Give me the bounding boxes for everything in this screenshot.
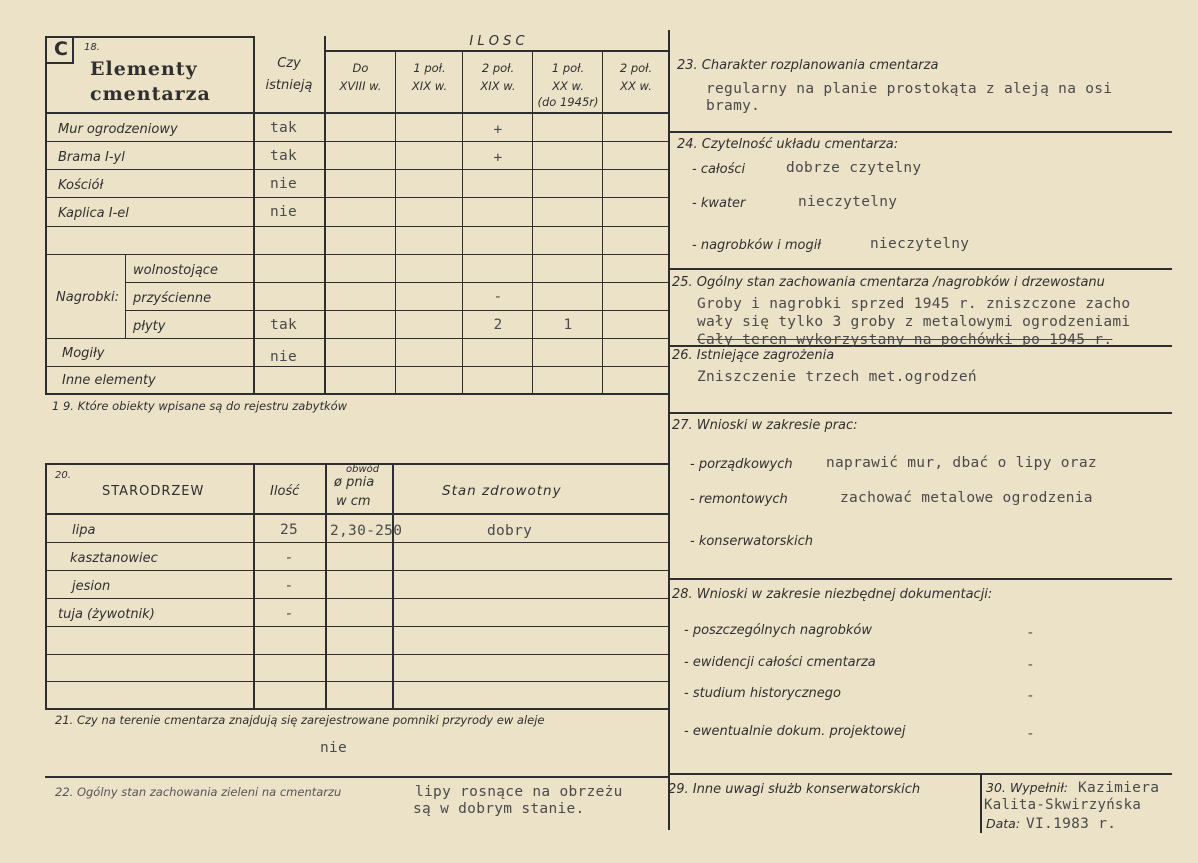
- q25-line1: Groby i nagrobki sprzed 1945 r. zniszczone zacho: [697, 296, 1131, 312]
- q27-item-value: naprawić mur, dbać o lipy oraz: [826, 455, 1097, 471]
- frame-line: [45, 681, 670, 682]
- period-header-line1: 2 poł.: [619, 61, 653, 75]
- frame-line: [45, 254, 670, 255]
- element-label: Kościół: [58, 178, 104, 193]
- period-header-line1: Do: [352, 61, 369, 75]
- frame-line: [45, 141, 670, 142]
- nagrobki-sub-mark: 2: [493, 317, 503, 333]
- element-mark: +: [493, 150, 503, 166]
- q20-col-ilosc: Ilość: [270, 484, 300, 499]
- q24-item-value: nieczytelny: [798, 194, 898, 210]
- element-czy: nie: [270, 204, 298, 220]
- q25-line3: Cały teren wykorzystany na pochówki po 1945 r.: [697, 332, 1113, 348]
- q30-label: 30. Wypełnił:: [986, 780, 1069, 795]
- frame-line: [45, 654, 670, 655]
- q27-item-label: - porządkowych: [690, 457, 793, 472]
- mogily-label: Mogiły: [62, 346, 105, 361]
- tree-stan: dobry: [487, 523, 533, 539]
- q22-label: 22. Ogólny stan zachowania zieleni na cmentarzu: [55, 785, 342, 799]
- frame-line: [45, 169, 670, 170]
- frame-line: [668, 578, 1172, 580]
- frame-line: [45, 708, 670, 710]
- q28-item-value: -: [1026, 688, 1036, 704]
- frame-line: [668, 30, 670, 830]
- q25-line2: wały się tylko 3 groby z metalowymi ogrodzeniami: [697, 314, 1131, 330]
- col-czy-line2: istnieją: [265, 78, 313, 93]
- q21-label: 21. Czy na terenie cmentarza znajdują się zarejestrowane pomniki przyrody ew aleje: [55, 713, 545, 727]
- frame-line: [324, 50, 670, 52]
- frame-line: [45, 542, 670, 543]
- q24-label: 24. Czytelność układu cmentarza:: [677, 137, 899, 152]
- q27-item-value: zachować metalowe ogrodzenia: [840, 490, 1093, 506]
- frame-line: [45, 36, 255, 38]
- q26-label: 26. Istniejące zagrożenia: [672, 348, 835, 363]
- section-title-line1: Elementy: [90, 58, 198, 80]
- section-title-line2: cmentarza: [90, 83, 211, 105]
- q24-item-value: nieczytelny: [870, 236, 970, 252]
- nagrobki-sub-label: płyty: [133, 319, 166, 334]
- element-czy: nie: [270, 176, 298, 192]
- q20-col-name: STARODRZEW: [102, 484, 205, 499]
- q28-label: 28. Wnioski w zakresie niezbędnej dokumentacji:: [672, 587, 993, 602]
- q28-item-value: -: [1026, 625, 1036, 641]
- nagrobki-sub-label: wolnostojące: [133, 263, 218, 278]
- period-header-line2: XIX w.: [411, 79, 448, 93]
- frame-line: [45, 776, 670, 778]
- q28-item-value: -: [1026, 726, 1036, 742]
- period-header-line2: XX w.: [620, 79, 652, 93]
- nagrobki-sub-mark: 1: [563, 317, 573, 333]
- frame-line: [462, 50, 463, 394]
- q24-item-value: dobrze czytelny: [786, 160, 922, 176]
- frame-line: [602, 50, 603, 394]
- period-header-line2: XVIII w.: [339, 79, 382, 93]
- q30-date-label: Data:: [986, 816, 1021, 831]
- frame-line: [45, 513, 670, 515]
- element-mark: +: [493, 122, 503, 138]
- tree-pnia: 2,30-250: [330, 523, 403, 539]
- q22-answer-line1: lipy rosnące na obrzeżu: [415, 784, 623, 800]
- q24-item-label: - całości: [692, 162, 746, 177]
- q28-item-label: - poszczególnych nagrobków: [684, 623, 872, 638]
- q26-answer: Zniszczenie trzech met.ogrodzeń: [697, 369, 977, 385]
- q19-label: 1 9. Które obiekty wpisane są do rejestru zabytków: [52, 399, 348, 413]
- frame-line: [125, 254, 126, 338]
- element-label: Mur ogrodzeniowy: [58, 122, 178, 137]
- nagrobki-label: Nagrobki:: [56, 290, 120, 305]
- frame-line: [395, 50, 396, 394]
- element-label: Brama I-yl: [58, 150, 125, 165]
- q30-name-line2: Kalita-Skwirzyńska: [984, 797, 1142, 813]
- period-header-line1: 2 poł.: [481, 61, 515, 75]
- nagrobki-sub-mark: -: [493, 289, 503, 305]
- q28-item-value: -: [1026, 657, 1036, 673]
- q21-answer: nie: [320, 740, 348, 756]
- q20-col-pnia: ø pnia: [334, 475, 375, 490]
- period-header-line3: (do 1945r): [537, 95, 599, 109]
- element-label: Kaplica I-el: [58, 206, 129, 221]
- q29-label: 29. Inne uwagi służb konserwatorskich: [668, 782, 921, 797]
- frame-line: [45, 197, 670, 198]
- frame-line: [45, 598, 670, 599]
- col-ilosc: I L O S C: [469, 34, 525, 49]
- nagrobki-sub-label: przyścienne: [133, 291, 212, 306]
- tree-name: lipa: [72, 523, 96, 538]
- q20-col-wcm: w cm: [336, 494, 371, 509]
- frame-line: [45, 36, 47, 394]
- frame-line: [668, 268, 1172, 270]
- element-czy: tak: [270, 120, 298, 136]
- section-number: 18.: [84, 42, 100, 53]
- frame-line: [668, 773, 1172, 775]
- q23-label: 23. Charakter rozplanowania cmentarza: [677, 58, 939, 73]
- q28-item-label: - studium historycznego: [684, 686, 841, 701]
- tree-name: jesion: [72, 579, 111, 594]
- tree-name: tuja (żywotnik): [58, 607, 155, 622]
- col-czy-line1: Czy: [277, 56, 301, 71]
- period-header-line2: XIX w.: [480, 79, 516, 93]
- frame-line: [392, 463, 394, 709]
- frame-line: [532, 50, 533, 394]
- period-header-line2: XX w.: [552, 79, 584, 93]
- q30-date: VI.1983 r.: [1026, 816, 1117, 832]
- period-header-line1: 1 poł.: [551, 61, 585, 75]
- q23-answer-line1: regularny na planie prostokąta z aleją na osi: [706, 81, 1113, 97]
- q20-number: 20.: [55, 470, 71, 481]
- q27-item-label: - remontowych: [690, 492, 788, 507]
- q20-col-stan: Stan zdrowotny: [442, 483, 562, 499]
- frame-line: [125, 310, 670, 311]
- q25-label: 25. Ogólny stan zachowania cmentarza /nagrobków i drzewostanu: [672, 275, 1105, 290]
- q28-item-label: - ewidencji całości cmentarza: [684, 655, 876, 670]
- q20-col-obwod: obwód: [346, 464, 380, 475]
- q27-label: 27. Wnioski w zakresie prac:: [672, 418, 858, 433]
- frame-line: [45, 226, 670, 227]
- frame-line: [668, 131, 1172, 133]
- frame-line: [45, 112, 670, 114]
- frame-line: [45, 570, 670, 571]
- section-letter: C: [54, 38, 68, 60]
- tree-ilosc: -: [284, 550, 294, 566]
- tree-ilosc: -: [284, 578, 294, 594]
- frame-line: [125, 282, 670, 283]
- q24-item-label: - kwater: [692, 196, 746, 211]
- nagrobki-sub-czy: tak: [270, 317, 298, 333]
- frame-line: [45, 393, 670, 395]
- frame-line: [45, 366, 670, 367]
- period-header-line1: 1 poł.: [413, 61, 446, 75]
- element-czy: tak: [270, 148, 298, 164]
- frame-line: [45, 463, 47, 709]
- frame-line: [45, 626, 670, 627]
- q27-item-label: - konserwatorskich: [690, 534, 813, 549]
- tree-name: kasztanowiec: [70, 551, 158, 566]
- inne-label: Inne elementy: [62, 373, 156, 388]
- frame-line: [325, 463, 327, 709]
- frame-line: [45, 338, 670, 339]
- frame-line: [980, 773, 982, 833]
- frame-line: [668, 412, 1172, 414]
- q24-item-label: - nagrobków i mogił: [692, 238, 822, 253]
- q22-answer-line2: są w dobrym stanie.: [413, 801, 585, 817]
- tree-ilosc: 25: [279, 522, 299, 538]
- tree-ilosc: -: [284, 606, 294, 622]
- q28-item-label: - ewentualnie dokum. projektowej: [684, 724, 906, 739]
- mogily-czy: nie: [270, 349, 298, 365]
- q23-answer-line2: bramy.: [706, 98, 761, 114]
- q30-name-line1: Kazimiera: [1078, 780, 1160, 796]
